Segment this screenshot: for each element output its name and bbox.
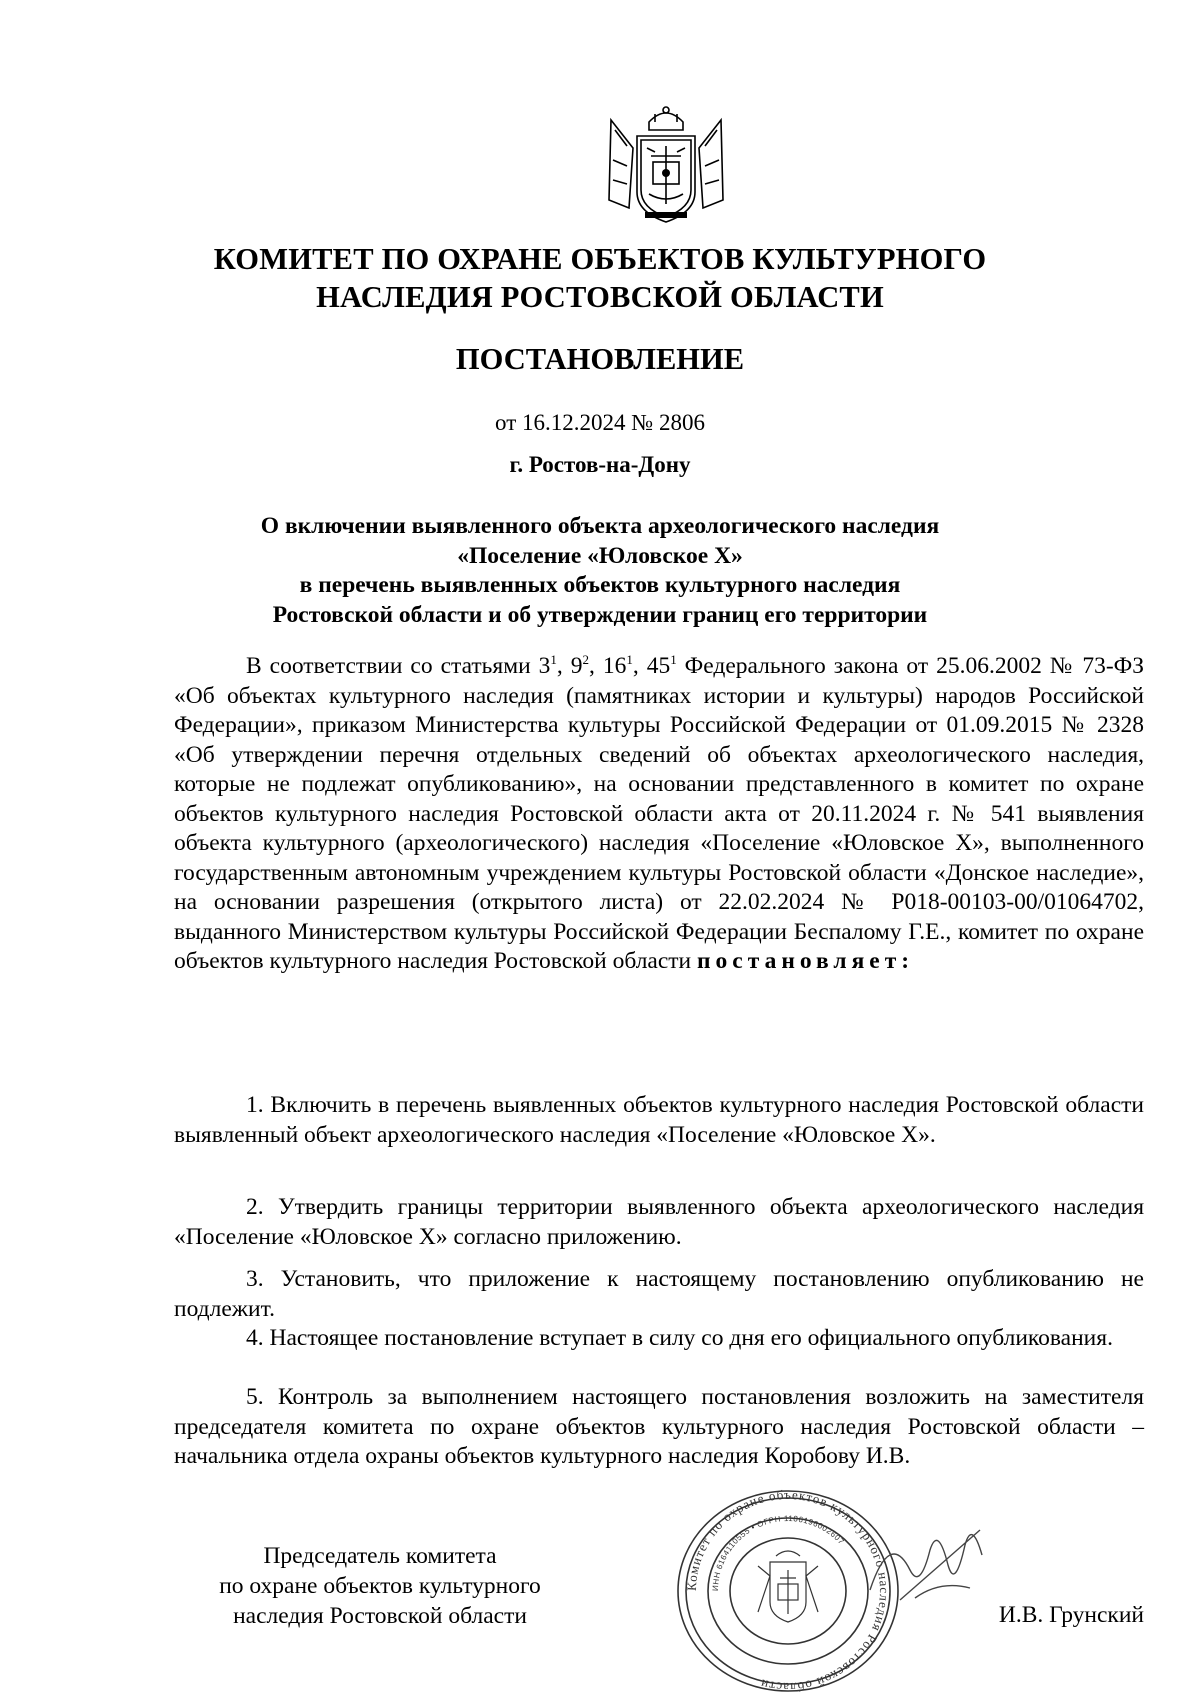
preamble-paragraph: [174, 652, 1144, 977]
preamble-text-2: , 9: [556, 653, 583, 679]
document-type: ПОСТАНОВЛЕНИЕ: [455, 342, 745, 376]
subject-line1: О включении выявленного объекта археологического наследия: [260, 513, 940, 539]
resolution-keyword: постановляет:: [697, 948, 915, 974]
document-subject: [150, 512, 1050, 630]
signer-name: И.В. Грунский: [998, 1602, 1144, 1628]
preamble-sup-1: 1: [550, 652, 557, 668]
list-item: 1. Включить в перечень выявленных объектов культурного наследия Ростовской области выявленный объект археологического наследия «Поселение «Юловское Х».: [174, 1092, 1144, 1148]
document-date-number: от 16.12.2024 № 2806: [495, 410, 705, 435]
list-item: 3. Установить, что приложение к настоящему постановлению опубликованию не подлежит.: [174, 1266, 1144, 1322]
signatory-position-line2: по охране объектов культурного: [219, 1573, 541, 1599]
subject-line4: Ростовской области и об утверждении границ его территории: [272, 601, 928, 628]
subject-line2: «Поселение «Юловское Х»: [457, 542, 743, 569]
preamble-text-5: Федерального закона от 25.06.2002 № 73-ФЗ «Об объектах культурного наследия (памятниках истории и культуры) народов Российской Федерации», приказом Министерства культуры Российской Федерации от 01.09.2015 № 2328 «Об утверждении перечня отдельных сведений об объектах археологического наследия, которые не подлежат опубликованию», на основании представленного в комитет по охране объектов культурного наследия Ростовской области акта от 20.11.2024 г. № 541 выявления объекта культурного (археологического) наследия «Поселение «Юловское Х», выполненного государственным автономным учреждением культуры Ростовской области «Донское наследие», на основании разрешения (открытого листа) от 22.02.2024 № Р018-00103-00/01064702, выданного Министерством культуры Российской Федерации Беспалому Г.Е., комитет по охране объектов культурного наследия Ростовской области: [174, 653, 1144, 974]
seal-outer-text: Комитет по охране объектов культурного наследия Ростовской области: [683, 1486, 893, 1696]
list-item: 5. Контроль за выполнением настоящего постановления возложить на заместителя председателя комитета по охране объектов культурного наследия Ростовской области – начальника отдела охраны объектов культурного наследия Коробову И.В.: [174, 1384, 1144, 1469]
signatory-position-line1: Председатель комитета: [263, 1543, 497, 1569]
preamble-sup-3: 1: [626, 652, 633, 668]
preamble-text-4: , 45: [632, 653, 671, 679]
preamble-sup-2: 2: [582, 652, 589, 668]
document-city: г. Ростов-на-Дону: [509, 452, 691, 477]
preamble-sup-4: 1: [670, 652, 677, 668]
list-item: 2. Утвердить границы территории выявленного объекта археологического наследия «Поселение «Юловское Х» согласно приложению.: [174, 1194, 1144, 1250]
seal-inner-text: ИНН 6164110555 • ОГРН 1186196002607: [710, 1513, 846, 1592]
subject-line3: в перечень выявленных объектов культурного наследия: [299, 572, 901, 598]
organization-title-line1: КОМИТЕТ ПО ОХРАНЕ ОБЪЕКТОВ КУЛЬТУРНОГО: [213, 242, 987, 276]
preamble-text-1: В соответствии со статьями 3: [246, 653, 551, 679]
list-item: 4. Настоящее постановление вступает в силу со дня его официального опубликования.: [246, 1325, 1113, 1351]
handwritten-signature-icon: [860, 1510, 1010, 1620]
signatory-position: [170, 1541, 590, 1631]
coat-of-arms-icon: [603, 100, 729, 230]
preamble-text-3: , 16: [588, 653, 627, 679]
signatory-position-line3: наследия Ростовской области: [233, 1603, 527, 1629]
organization-title-line2: НАСЛЕДИЯ РОСТОВСКОЙ ОБЛАСТИ: [316, 280, 884, 314]
organization-title: [150, 240, 1050, 316]
